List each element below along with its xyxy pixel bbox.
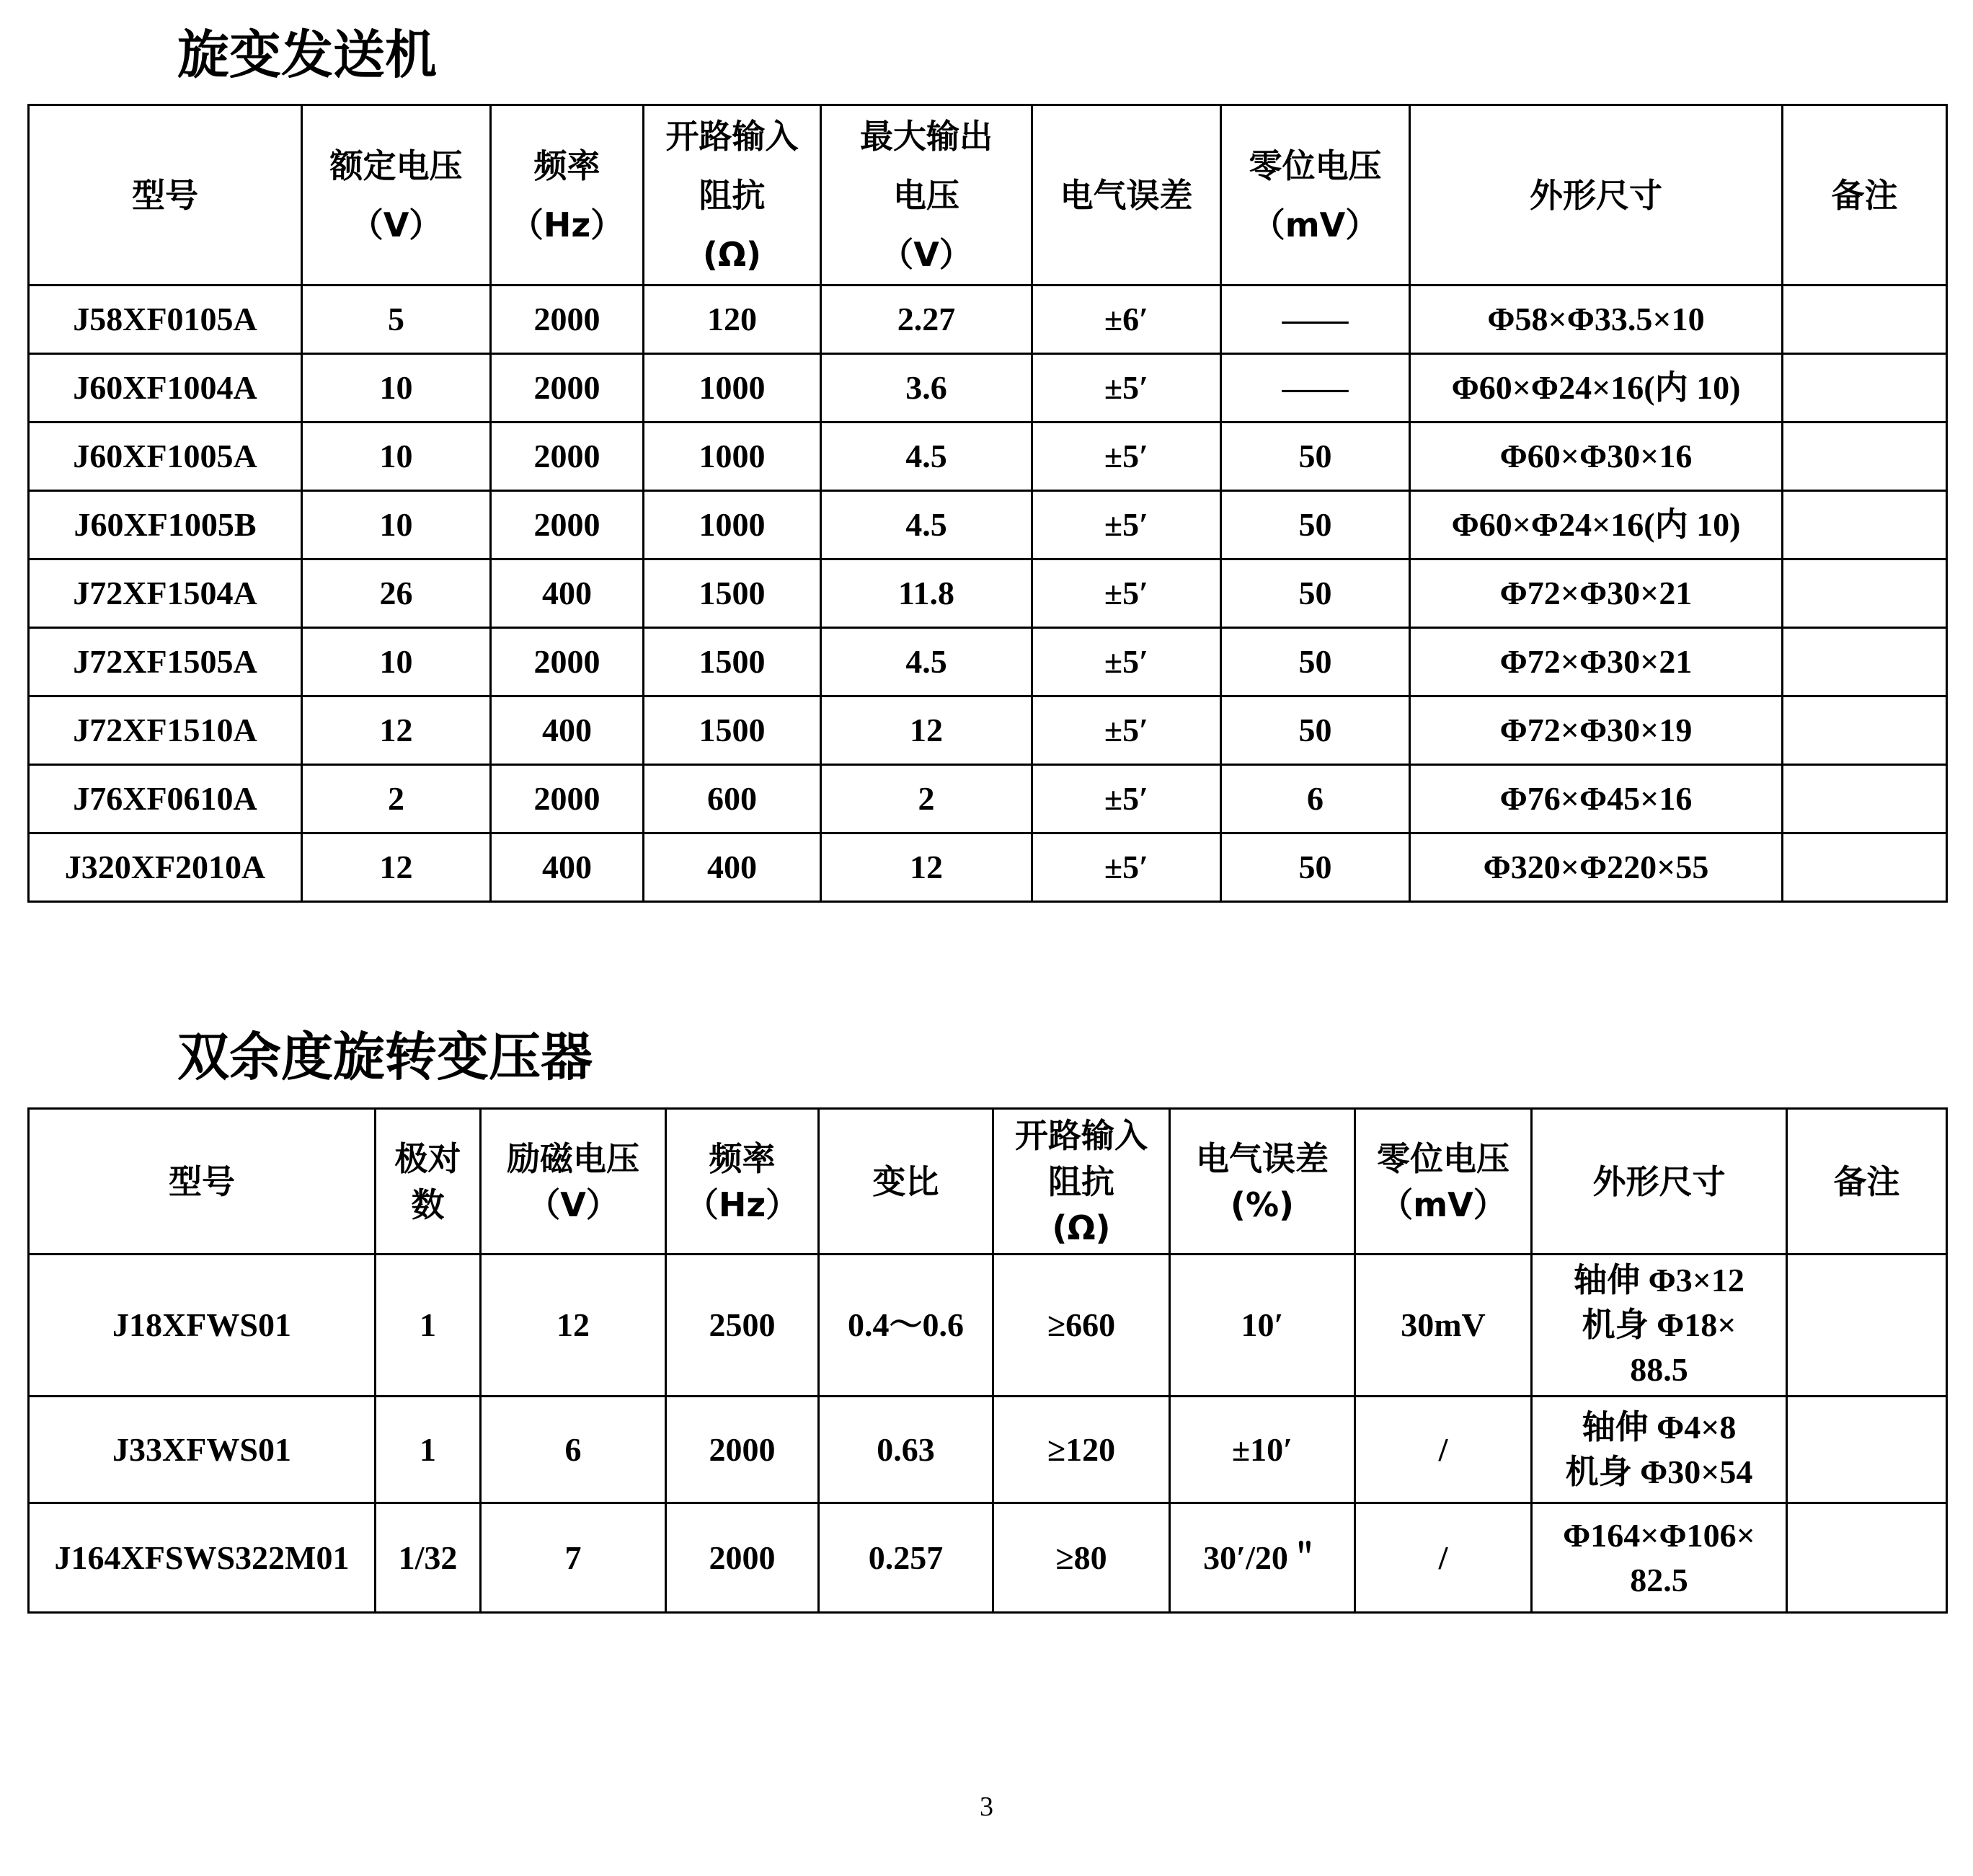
table-cell: Φ60×Φ24×16(内 10) — [1410, 491, 1783, 559]
cell-line: J18XFWS01 — [112, 1306, 291, 1343]
cell-line: 10′ — [1241, 1306, 1284, 1343]
table-row — [29, 696, 1947, 765]
table-cell: 50 — [1221, 422, 1410, 491]
cell-line: J33XFWS01 — [112, 1430, 291, 1468]
table-cell — [819, 1255, 993, 1397]
table-cell: 400 — [491, 559, 644, 628]
table-cell: Φ72×Φ30×19 — [1410, 696, 1783, 765]
cell-line: 轴伸 Φ4×8 — [1582, 1408, 1737, 1446]
table-cell: Φ58×Φ33.5×10 — [1410, 286, 1783, 354]
header-open-circuit-impedance: 开路输入 阻抗 (Ω) — [993, 1109, 1170, 1255]
table-cell — [1787, 1503, 1947, 1613]
table-cell — [1783, 491, 1947, 559]
table-cell — [1783, 422, 1947, 491]
cell-line: 2000 — [709, 1430, 776, 1468]
header-electrical-error: 电气误差 (%) — [1170, 1109, 1355, 1255]
table-cell: ±5′ — [1032, 559, 1221, 628]
table-cell: 10 — [302, 491, 491, 559]
table-cell: 50 — [1221, 833, 1410, 902]
header-rated-voltage: 额定电压 （V） — [302, 105, 491, 286]
table-cell: 1000 — [644, 422, 821, 491]
header-electrical-error: 电气误差 — [1032, 105, 1221, 286]
cell-line: 1 — [420, 1306, 436, 1343]
table-row — [29, 422, 1947, 491]
table-cell: 2000 — [491, 491, 644, 559]
header-frequency: 频率 （Hz） — [491, 105, 644, 286]
table-row — [29, 286, 1947, 354]
table-cell — [1170, 1397, 1355, 1503]
cell-line: ±10′ — [1231, 1430, 1293, 1468]
table-cell — [1532, 1255, 1787, 1397]
table-row — [29, 765, 1947, 833]
table-header-row — [29, 1109, 1947, 1255]
table-row — [29, 628, 1947, 696]
table-cell: 10 — [302, 422, 491, 491]
table-cell: 1500 — [644, 559, 821, 628]
table-cell: 12 — [821, 833, 1032, 902]
cell-line: 机身 Φ30×54 — [1565, 1453, 1753, 1490]
table-cell: 50 — [1221, 491, 1410, 559]
table-cell — [1532, 1397, 1787, 1503]
table-cell — [1355, 1503, 1532, 1613]
table-cell: 50 — [1221, 696, 1410, 765]
table-cell — [1355, 1255, 1532, 1397]
table-cell: ±5′ — [1032, 696, 1221, 765]
header-pole-pairs: 极对 数 — [376, 1109, 481, 1255]
cell-line: 轴伸 Φ3×12 — [1574, 1262, 1744, 1298]
table-cell — [1787, 1397, 1947, 1503]
table-cell: 5 — [302, 286, 491, 354]
table-cell: Φ76×Φ45×16 — [1410, 765, 1783, 833]
table-cell — [1783, 696, 1947, 765]
table-cell: 2000 — [491, 765, 644, 833]
table-cell: 1000 — [644, 354, 821, 422]
table-cell — [376, 1503, 481, 1613]
table-cell — [1783, 559, 1947, 628]
header-remarks: 备注 — [1787, 1109, 1947, 1255]
table-cell: J60XF1005B — [29, 491, 302, 559]
table-cell — [1532, 1503, 1787, 1613]
cell-line: 2500 — [709, 1306, 776, 1343]
table-cell: J72XF1505A — [29, 628, 302, 696]
table-cell — [376, 1255, 481, 1397]
cell-line: 0.257 — [868, 1539, 944, 1576]
cell-line: 82.5 — [1630, 1561, 1688, 1598]
table-cell: 11.8 — [821, 559, 1032, 628]
table-cell — [376, 1397, 481, 1503]
header-open-circuit-impedance: 开路输入 阻抗 (Ω) — [644, 105, 821, 286]
header-model: 型号 — [29, 105, 302, 286]
header-model: 型号 — [29, 1109, 376, 1255]
table-row — [29, 354, 1947, 422]
cell-line: 12 — [557, 1306, 590, 1343]
table-cell: ±6′ — [1032, 286, 1221, 354]
table-cell: 2000 — [491, 354, 644, 422]
table-cell: 2000 — [491, 286, 644, 354]
cell-line: 2000 — [709, 1539, 776, 1576]
table-cell: 26 — [302, 559, 491, 628]
table-cell — [481, 1397, 666, 1503]
table-row — [29, 1397, 1947, 1503]
cell-line: Φ164×Φ106× — [1563, 1516, 1755, 1554]
table-cell: Φ60×Φ30×16 — [1410, 422, 1783, 491]
table-cell: 10 — [302, 354, 491, 422]
table-cell: J60XF1004A — [29, 354, 302, 422]
table-row — [29, 559, 1947, 628]
page-number: 3 — [980, 1792, 993, 1822]
table-cell: 2.27 — [821, 286, 1032, 354]
table-cell: 12 — [302, 696, 491, 765]
cell-line: 0.63 — [877, 1430, 935, 1468]
section-title-resolver-transmitter: 旋变发送机 — [177, 25, 438, 85]
cell-line: / — [1438, 1430, 1448, 1468]
table-row — [29, 1503, 1947, 1613]
table-cell: ±5′ — [1032, 765, 1221, 833]
cell-line: 0.4～0.6 — [848, 1306, 964, 1343]
table-cell: Φ60×Φ24×16(内 10) — [1410, 354, 1783, 422]
cell-line: 30mV — [1401, 1306, 1486, 1343]
table-cell — [1170, 1255, 1355, 1397]
header-outline-dimensions: 外形尺寸 — [1532, 1109, 1787, 1255]
table-cell: 3.6 — [821, 354, 1032, 422]
table-cell: 10 — [302, 628, 491, 696]
table-cell: 12 — [821, 696, 1032, 765]
table-header-row — [29, 105, 1947, 286]
table-cell: 400 — [491, 696, 644, 765]
cell-line: 1/32 — [398, 1539, 458, 1576]
table-cell: 50 — [1221, 628, 1410, 696]
table-cell — [1783, 765, 1947, 833]
table-cell: 2 — [302, 765, 491, 833]
cell-line: 1 — [420, 1430, 436, 1468]
table-cell — [1355, 1397, 1532, 1503]
table-cell: J320XF2010A — [29, 833, 302, 902]
table-cell: J72XF1504A — [29, 559, 302, 628]
table-cell — [29, 1255, 376, 1397]
header-null-voltage: 零位电压 （mV） — [1221, 105, 1410, 286]
table-cell: 50 — [1221, 559, 1410, 628]
table-cell — [1787, 1255, 1947, 1397]
table-cell: 12 — [302, 833, 491, 902]
cell-line: ≥80 — [1055, 1539, 1107, 1576]
table-cell — [666, 1503, 819, 1613]
table-cell — [993, 1397, 1170, 1503]
table-cell: 1000 — [644, 491, 821, 559]
table-cell: J60XF1005A — [29, 422, 302, 491]
header-max-output-voltage: 最大输出 电压 （V） — [821, 105, 1032, 286]
table-cell: ±5′ — [1032, 354, 1221, 422]
table-row — [29, 491, 1947, 559]
table-cell: 1500 — [644, 628, 821, 696]
table-cell: 4.5 — [821, 628, 1032, 696]
dual-redundancy-resolver-table — [27, 1107, 1948, 1614]
table-cell: 600 — [644, 765, 821, 833]
cell-line: / — [1438, 1539, 1448, 1576]
table-cell — [993, 1503, 1170, 1613]
table-cell: 400 — [491, 833, 644, 902]
table-cell: J58XF0105A — [29, 286, 302, 354]
table-cell — [819, 1397, 993, 1503]
header-excitation-voltage: 励磁电压 （V） — [481, 1109, 666, 1255]
table-cell: ±5′ — [1032, 628, 1221, 696]
header-remarks: 备注 — [1783, 105, 1947, 286]
table-cell: ±5′ — [1032, 422, 1221, 491]
cell-line: 机身 Φ18× — [1582, 1306, 1737, 1343]
table-cell: J72XF1510A — [29, 696, 302, 765]
table-cell — [1783, 286, 1947, 354]
header-outline-dimensions: 外形尺寸 — [1410, 105, 1783, 286]
table-cell: —— — [1221, 286, 1410, 354]
table-cell — [1170, 1503, 1355, 1613]
header-null-voltage: 零位电压 （mV） — [1355, 1109, 1532, 1255]
section-title-dual-redundancy-resolver: 双余度旋转变压器 — [177, 1027, 593, 1087]
table-cell: 6 — [1221, 765, 1410, 833]
table-cell: 2000 — [491, 422, 644, 491]
table-cell — [666, 1397, 819, 1503]
table-cell: 4.5 — [821, 491, 1032, 559]
table-cell — [993, 1255, 1170, 1397]
table-cell: —— — [1221, 354, 1410, 422]
table-cell — [29, 1503, 376, 1613]
table-cell — [481, 1503, 666, 1613]
table-cell: ±5′ — [1032, 491, 1221, 559]
cell-line: J164XFSWS322M01 — [54, 1539, 350, 1576]
table-cell: 400 — [644, 833, 821, 902]
table-cell — [29, 1397, 376, 1503]
cell-line: 7 — [564, 1539, 582, 1576]
table-row — [29, 833, 1947, 902]
header-transformation-ratio: 变比 — [819, 1109, 993, 1255]
cell-line: 88.5 — [1630, 1351, 1688, 1388]
cell-line: ≥660 — [1047, 1306, 1116, 1343]
table-cell: 120 — [644, 286, 821, 354]
table-row — [29, 1255, 1947, 1397]
table-cell: ±5′ — [1032, 833, 1221, 902]
table-cell: Φ72×Φ30×21 — [1410, 559, 1783, 628]
resolver-transmitter-table — [27, 104, 1948, 903]
table-cell: 2 — [821, 765, 1032, 833]
table-cell: 1500 — [644, 696, 821, 765]
cell-line: ≥120 — [1047, 1430, 1116, 1468]
table-cell: Φ320×Φ220×55 — [1410, 833, 1783, 902]
header-frequency: 频率 （Hz） — [666, 1109, 819, 1255]
table-cell — [666, 1255, 819, 1397]
table-cell: Φ72×Φ30×21 — [1410, 628, 1783, 696]
table-cell — [1783, 833, 1947, 902]
table-cell: 4.5 — [821, 422, 1032, 491]
table-cell — [481, 1255, 666, 1397]
table-cell — [1783, 354, 1947, 422]
cell-line: 30′/20＂ — [1203, 1539, 1321, 1576]
cell-line: 6 — [564, 1430, 582, 1468]
table-cell: 2000 — [491, 628, 644, 696]
table-cell: J76XF0610A — [29, 765, 302, 833]
table-cell — [1783, 628, 1947, 696]
table-cell — [819, 1503, 993, 1613]
